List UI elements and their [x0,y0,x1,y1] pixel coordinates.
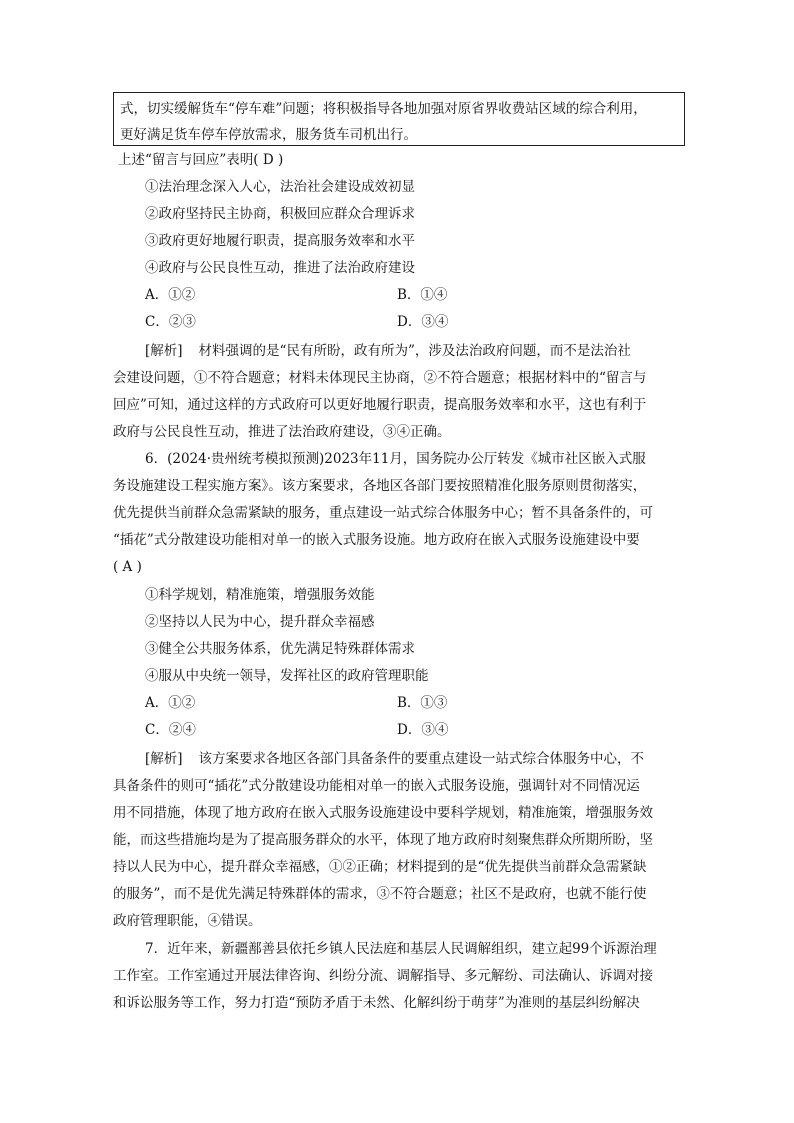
q6-item-1: ①科学规划，精准施策，增强服务效能 [145,587,375,603]
q7-stem-line: 和诉讼服务等工作，努力打造“预防矛盾于未然、化解纠纷于萌芽”为准则的基层纠纷解决 [113,995,640,1011]
q6-item-4: ④服从中央统一领导，发挥社区的政府管理职能 [145,668,429,684]
analysis-tag: [解析] [145,343,183,359]
q5-option-d: D．③④ [397,314,449,330]
q5-analysis-line: 政府与公民良性互动，推进了法治政府建设，③④正确。 [113,424,451,440]
q6-analysis-line: 用不同措施，体现了地方政府在嵌入式服务设施建设中要科学规划，精准施策，增强服务效 [113,805,653,821]
q7-stem-line: 工作室。工作室通过开展法律咨询、纠纷分流、调解指导、多元解纷、司法确认、诉调对接 [113,968,653,984]
q5-analysis-line: 会建设问题，①不符合题意；材料未体现民主协商，②不符合题意；根据材料中的“留言与 [113,370,647,386]
q5-option-b: B．①④ [397,287,448,303]
q6-stem-line: 6．(2024·贵州统考模拟预测)2023年11月，国务院办公厅转发《城市社区嵌入式服 [145,451,646,467]
q5-option-c: C．②③ [145,314,196,330]
material-line: 式，切实缓解货车“停车难”问题；将积极指导各地加强对原省界收费站区域的综合利用， [120,101,647,117]
material-box [113,92,685,146]
q6-stem-line: 优先提供当前群众急需紧缺的服务，重点建设一站式综合体服务中心；暂不具备条件的，可 [113,505,653,521]
q6-item-3: ③健全公共服务体系，优先满足特殊群体需求 [145,641,415,657]
material-line: 更好满足货车停车停放需求，服务货车司机出行。 [120,127,417,143]
q5-item-2: ②政府坚持民主协商，积极回应群众合理诉求 [145,206,415,222]
q5-item-3: ③政府更好地履行职责，提高服务效率和水平 [145,233,415,249]
q6-analysis-line: 的服务”，而不是优先满足特殊群体的需求，③不符合题意；社区不是政府，也就不能行使 [113,886,647,902]
q5-analysis-line: [解析] 材料强调的是“民有所盼，政有所为”，涉及法治政府问题，而不是法治社 [145,338,631,365]
q6-option-c: C．②④ [145,722,196,738]
q5-stem: 上述“留言与回应”表明( D ) [118,152,284,168]
q6-option-d: D．③④ [397,722,449,738]
q6-analysis-line: [解析] 该方案要求各地区各部门具备条件的要重点建设一站式综合体服务中心，不 [145,746,644,773]
q6-analysis-line: 能，而这些措施均是为了提高服务群众的水平，体现了地方政府时刻聚焦群众所期所盼，坚 [113,832,653,848]
q6-stem-line: ( A ) [113,559,142,575]
q6-stem-line: 务设施建设工程实施方案》。该方案要求，各地区各部门要按照精准化服务原则贯彻落实， [113,478,647,494]
analysis-tag: [解析] [145,751,183,767]
q6-stem-line: “插花”式分散建设功能相对单一的嵌入式服务设施。地方政府在嵌入式服务设施建设中要 [113,532,640,548]
q6-analysis-line: 具备条件的则可“插花”式分散建设功能相对单一的嵌入式服务设施，强调针对不同情况运 [113,778,640,794]
q5-item-1: ①法治理念深入人心，法治社会建设成效初显 [145,179,415,195]
q5-item-4: ④政府与公民良性互动，推进了法治政府建设 [145,260,415,276]
q7-stem-line: 7．近年来，新疆鄯善县依托乡镇人民法庭和基层人民调解组织，建立起99个诉源治理 [145,941,657,957]
q6-analysis-line: 政府管理职能，④错误。 [113,913,262,929]
q6-option-b: B．①③ [397,695,448,711]
q6-item-2: ②坚持以人民为中心，提升群众幸福感 [145,614,375,630]
q5-analysis-line: 回应”可知，通过这样的方式政府可以更好地履行职责，提高服务效率和水平，这也有利于 [113,397,647,413]
q6-option-a: A．①② [145,695,196,711]
q6-analysis-line: 持以人民为中心，提升群众幸福感，①②正确；材料提到的是“优先提供当前群众急需紧缺 [113,859,647,875]
q5-option-a: A．①② [145,287,196,303]
